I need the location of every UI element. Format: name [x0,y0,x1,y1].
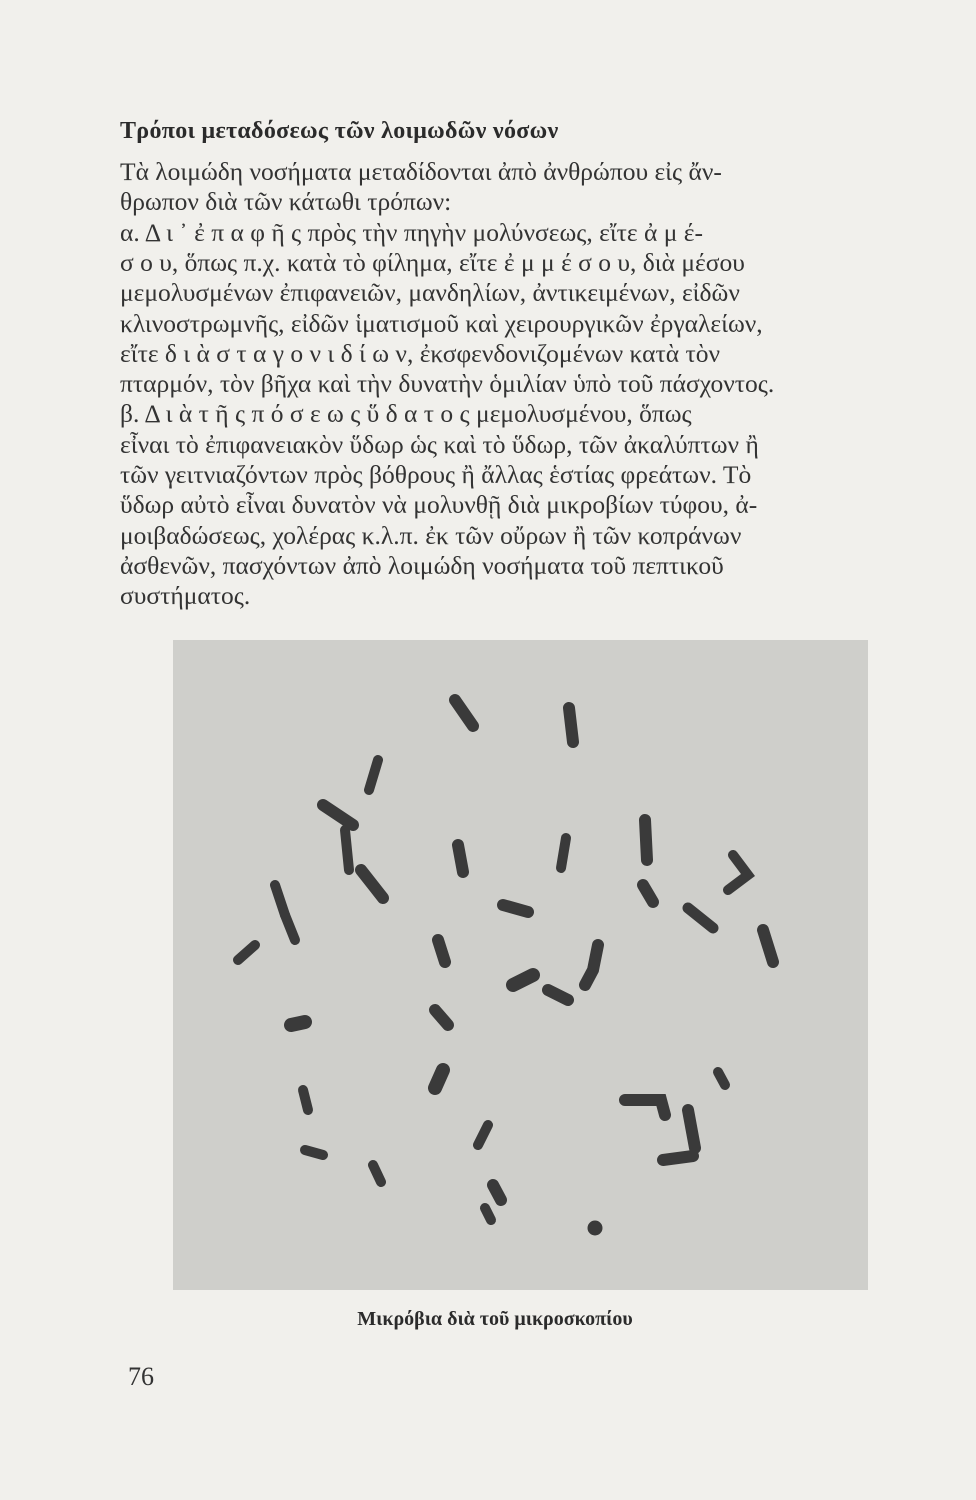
text-line: μεμολυσμένων ἐπιφανειῶν, μανδηλίων, ἀντικειμένων, εἰδῶν [120,278,740,308]
text-line: ὕδωρ αὐτὸ εἶναι δυνατὸν νὰ μολυνθῇ διὰ μικροβίων τύφου, ἀ- [120,490,758,520]
microbes-image [173,640,868,1290]
text-line: Τὰ λοιμώδη νοσήματα μεταδίδονται ἀπὸ ἀνθρώπου εἰς ἄν- [120,157,722,186]
page-number: 76 [128,1362,154,1391]
figure-caption: Μικρόβια διὰ τοῦ μικροσκοπίου [357,1308,633,1330]
microscope-figure [173,640,868,1290]
text-line: β. Δ ι ὰ τ ῆ ς π ό σ ε ω ς ὕ δ α τ ο ς μεμολυσμένου, ὅπως [120,399,692,429]
text-line: τῶν γειτνιαζόντων πρὸς βόθρους ἢ ἄλλας ἑστίας φρεάτων. Τὸ [120,460,752,489]
text-line: σ ο υ, ὅπως π.χ. κατὰ τὸ φίλημα, εἴτε ἐ μ μ έ σ ο υ, διὰ μέσου [120,247,745,277]
text-line: εἴτε δ ι ὰ σ τ α γ ο ν ι δ ί ω ν, ἐκσφενδονιζομένων κατὰ τὸν [120,338,721,368]
text-line: πταρμόν, τὸν βῆχα καὶ τὴν δυνατὴν ὁμιλίαν ὑπὸ τοῦ πάσχοντος. [120,369,775,399]
section-heading: Τρόποι μεταδόσεως τῶν λοιμωδῶν νόσων [120,118,559,144]
text-line: κλινοστρωμνῆς, εἰδῶν ἱματισμοῦ καὶ χειρουργικῶν ἐργαλείων, [120,308,763,338]
text-line: συστήματος. [120,581,251,611]
text-line: α. Δ ι ᾿ ἐ π α φ ῆ ς πρὸς τὴν πηγὴν μολύνσεως, εἴτε ἀ μ έ- [120,217,703,247]
text-line: μοιβαδώσεως, χολέρας κ.λ.π. ἐκ τῶν οὔρων ἢ τῶν κοπράνων [120,520,742,550]
text-line: θρωπον διὰ τῶν κάτωθι τρόπων: [120,187,452,217]
text-line: εἶναι τὸ ἐπιφανειακὸν ὕδωρ ὡς καὶ τὸ ὕδωρ, τῶν ἀκαλύπτων ἢ [120,429,759,459]
text-line: ἀσθενῶν, πασχόντων ἀπὸ λοιμώδη νοσήματα τοῦ πεπτικοῦ [120,550,724,580]
